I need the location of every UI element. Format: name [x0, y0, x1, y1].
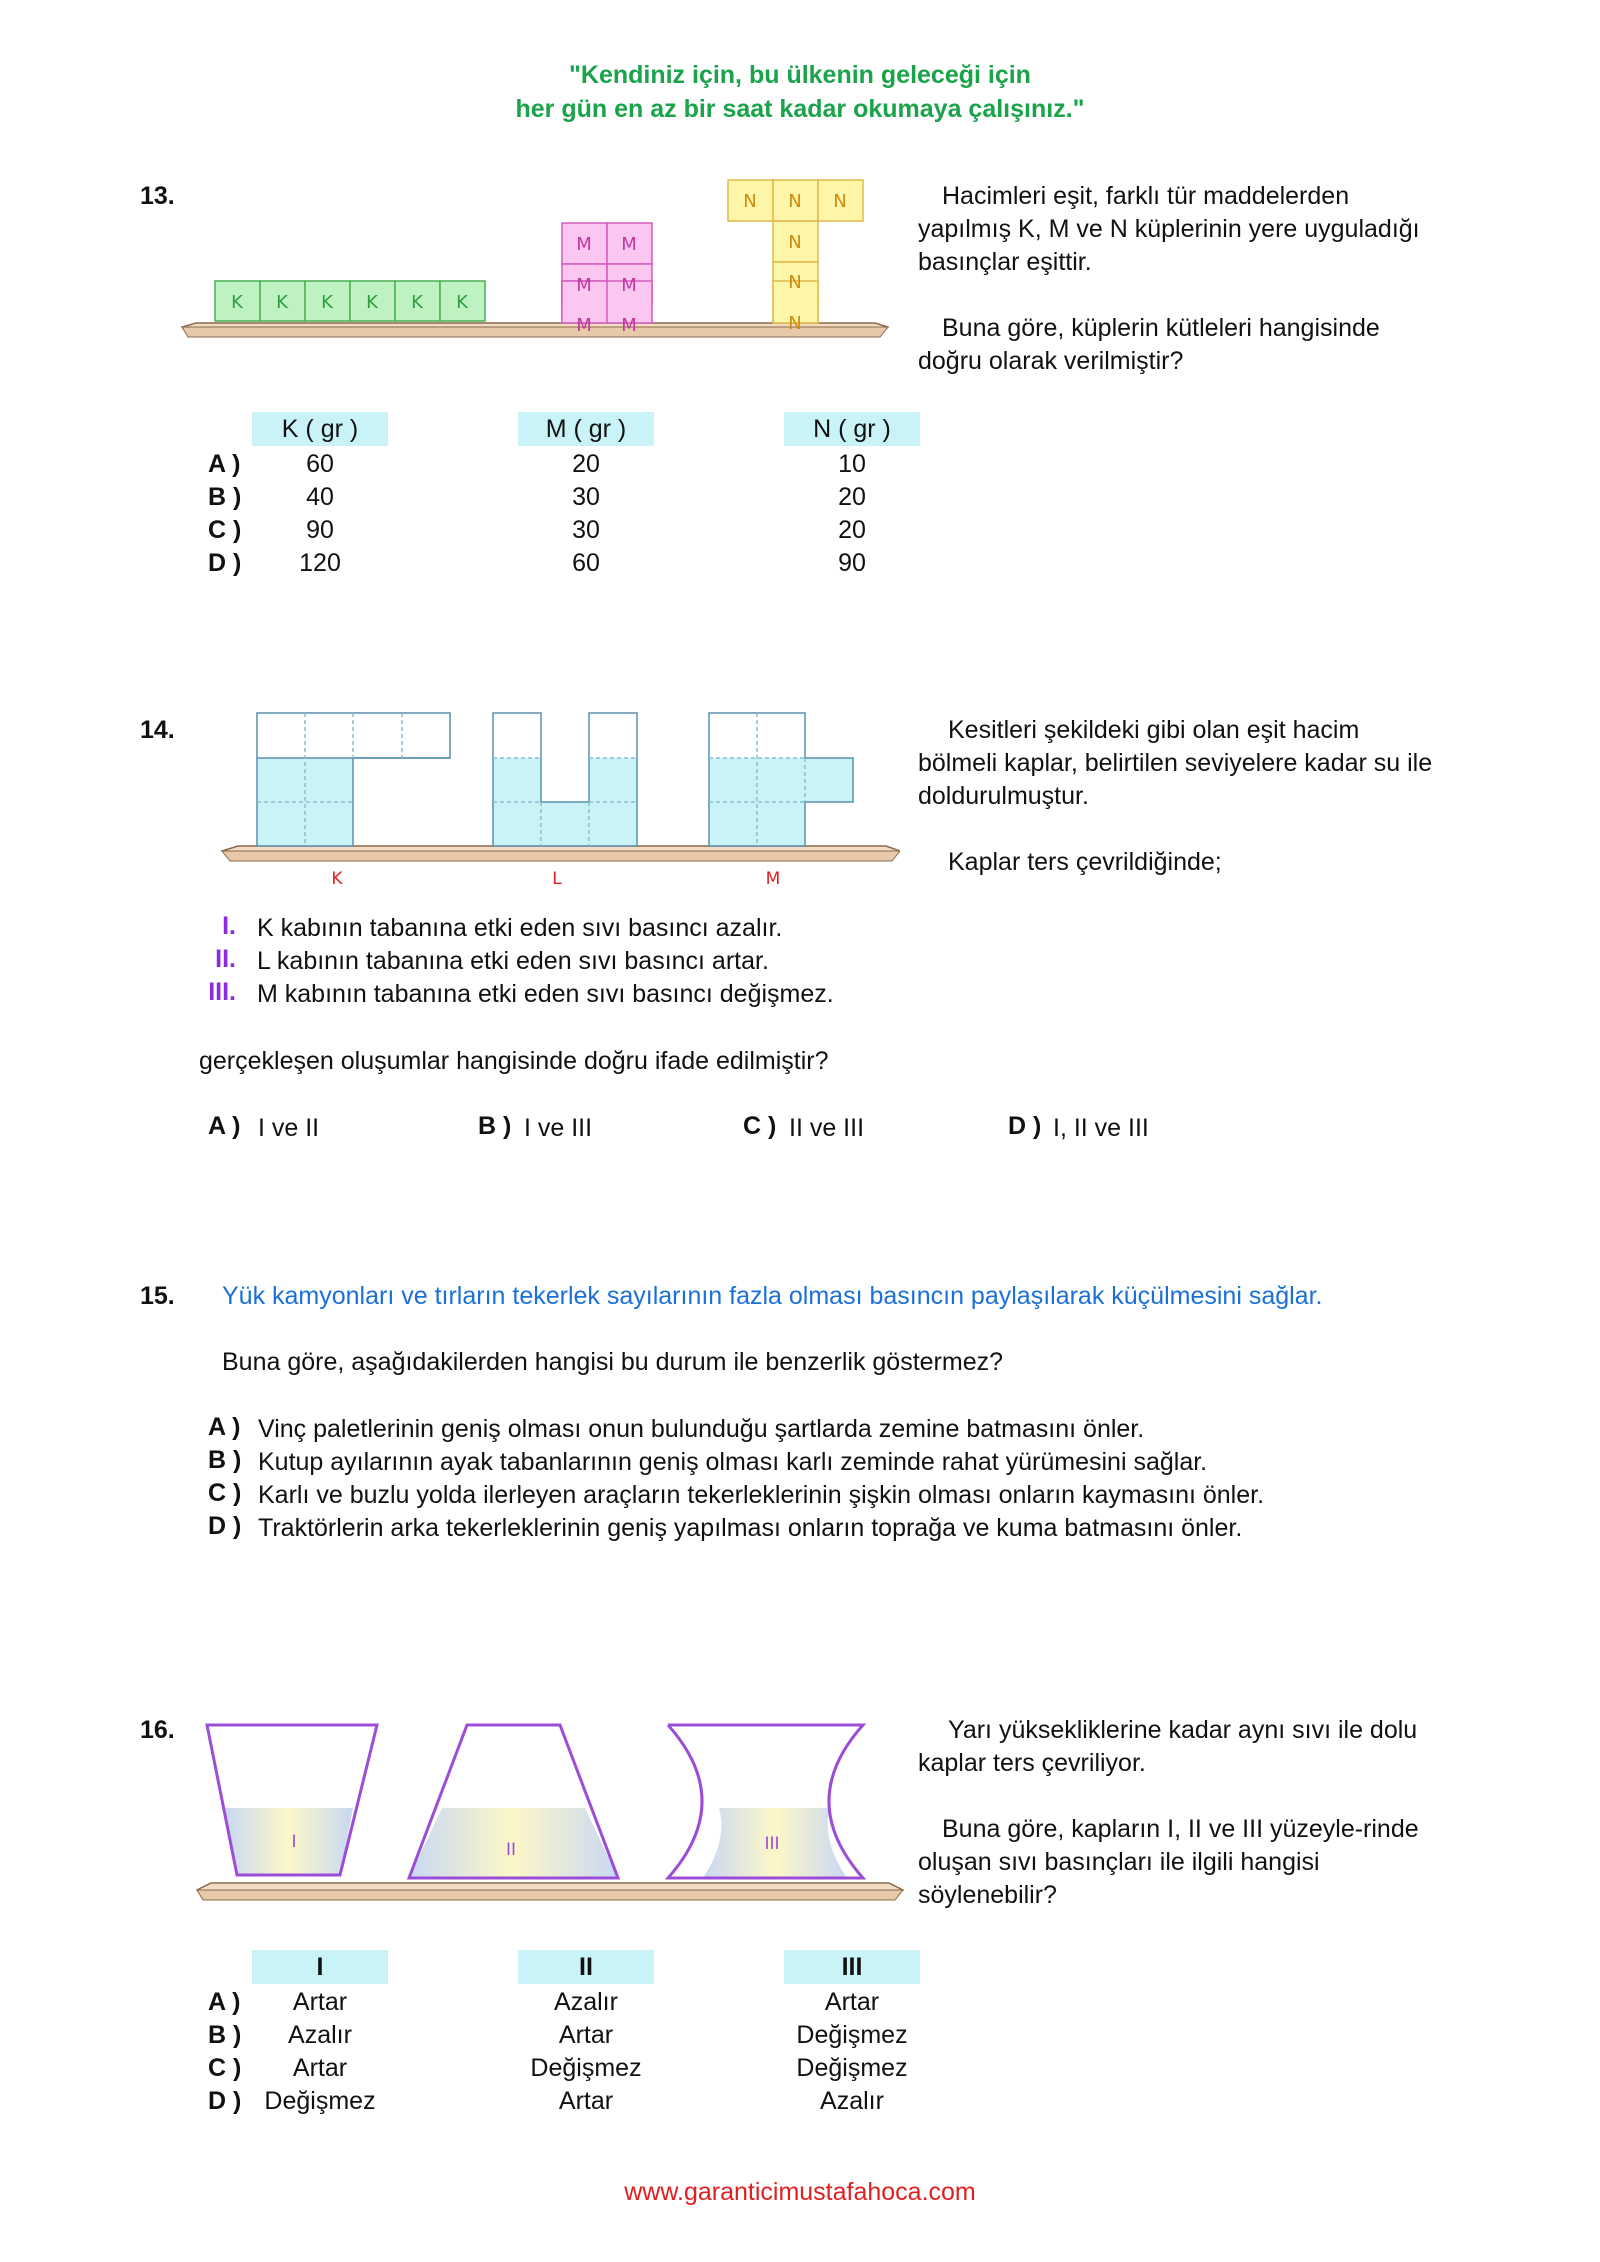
m-cube-label-3: M: [576, 275, 592, 296]
q15-option-b-text[interactable]: Kutup ayılarının ayak tabanlarının geniş olması karlı zeminde rahat yürümesini sağlar.: [258, 1448, 1208, 1476]
k-cube-label-2: K: [276, 292, 288, 313]
q14-statement-1-roman: I.: [222, 912, 236, 940]
q15-option-b-letter[interactable]: B ): [208, 1446, 242, 1474]
q13-option-b-letter[interactable]: B ): [208, 483, 242, 511]
motto-line-2: her gün en az bir saat kadar okumaya çalışınız.": [515, 95, 1085, 123]
q16-option-c-letter[interactable]: C ): [208, 2054, 242, 2082]
q16-option-d-letter[interactable]: D ): [208, 2087, 242, 2115]
q13-option-c-letter[interactable]: C ): [208, 516, 242, 544]
k-cube-label-5: K: [411, 292, 423, 313]
q14-containers-figure: [220, 708, 900, 898]
q14-statement-2-text: L kabının tabanına etki eden sıvı basıncı artar.: [257, 947, 769, 975]
q16-option-c-iii: Değişmez: [796, 2054, 908, 2082]
q16-option-c-i: Artar: [292, 2054, 348, 2082]
q13-option-b-n: 20: [838, 483, 866, 511]
vessel-i-liquid: [224, 1808, 353, 1875]
q13-option-a-n: 10: [838, 450, 866, 478]
container-k: [257, 713, 450, 846]
q16-text-2: Buna göre, kapların I, II ve III yüzeyle-rinde oluşan sıvı basınçları ile ilgili hangisi söylenebilir?: [918, 1815, 1419, 1909]
q16-option-a-letter[interactable]: A ): [208, 1988, 241, 2016]
footer-website-link[interactable]: www.garanticimustafahoca.com: [624, 2178, 976, 2206]
q14-statement-2-roman: II.: [215, 945, 236, 973]
question-15-number: 15.: [140, 1282, 175, 1310]
question-16-number: 16.: [140, 1716, 175, 1744]
q14-label-m: M: [765, 869, 781, 889]
q16-option-b-letter[interactable]: B ): [208, 2021, 242, 2049]
q15-question: Buna göre, aşağıdakilerden hangisi bu durum ile benzerlik göstermez?: [222, 1348, 1004, 1376]
n-cube-label-2: N: [788, 191, 802, 212]
q14-option-c-text[interactable]: II ve III: [789, 1114, 865, 1142]
m-cube-label-4: M: [621, 275, 637, 296]
q14-option-b-letter[interactable]: B ): [478, 1112, 512, 1140]
q14-option-a-letter[interactable]: A ): [208, 1112, 241, 1140]
q14-option-d-text[interactable]: I, II ve III: [1053, 1114, 1149, 1142]
q16-option-c-ii: Değişmez: [530, 2054, 642, 2082]
container-m: [709, 713, 853, 846]
q16-header-i: I: [252, 1950, 388, 1984]
q13-option-d-letter[interactable]: D ): [208, 549, 242, 577]
q13-option-b-m: 30: [572, 483, 600, 511]
q16-option-a-ii: Azalır: [554, 1988, 618, 2016]
k-cube-label-6: K: [456, 292, 468, 313]
q16-option-d-ii: Artar: [558, 2087, 614, 2115]
k-cube-label-4: K: [366, 292, 378, 313]
q16-option-b-iii: Değişmez: [796, 2021, 908, 2049]
k-cubes: [215, 281, 485, 321]
m-cube-label-5: M: [576, 315, 592, 336]
q14-option-b-text[interactable]: I ve III: [524, 1114, 593, 1142]
q14-option-c-letter[interactable]: C ): [743, 1112, 777, 1140]
q14-question: gerçekleşen oluşumlar hangisinde doğru ifade edilmiştir?: [199, 1047, 829, 1075]
q14-option-d-letter[interactable]: D ): [1008, 1112, 1042, 1140]
question-14-number: 14.: [140, 716, 175, 744]
q16-option-b-i: Azalır: [288, 2021, 352, 2049]
q15-option-d-text[interactable]: Traktörlerin arka tekerleklerinin geniş yapılması onların toprağa ve kuma batmasını önler.: [258, 1514, 1243, 1542]
q16-label-iii: III: [764, 1834, 780, 1854]
k-cube-label-3: K: [321, 292, 333, 313]
q13-option-d-k: 120: [299, 549, 341, 577]
q16-option-a-i: Artar: [292, 1988, 348, 2016]
q14-statement-3-text: M kabının tabanına etki eden sıvı basıncı değişmez.: [257, 980, 834, 1008]
container-l: [493, 713, 637, 846]
q15-option-a-text[interactable]: Vinç paletlerinin geniş olması onun bulunduğu şartlarda zemine batmasını önler.: [258, 1415, 1145, 1443]
q16-option-d-i: Değişmez: [264, 2087, 376, 2115]
q15-option-a-letter[interactable]: A ): [208, 1413, 241, 1441]
q14-statement-3-roman: III.: [208, 978, 236, 1006]
q16-header-iii: III: [784, 1950, 920, 1984]
n-cube-label-5: N: [788, 272, 802, 293]
q15-statement: Yük kamyonları ve tırların tekerlek sayılarının fazla olması basıncın paylaşılarak küçülmesini sağlar.: [222, 1282, 1323, 1310]
n-cube-label-1: N: [743, 191, 757, 212]
m-cube-label-1: M: [576, 234, 592, 255]
q14-label-l: L: [552, 869, 562, 889]
m-cube-label-2: M: [621, 234, 637, 255]
question-13-number: 13.: [140, 182, 175, 210]
q13-header-m: M ( gr ): [518, 412, 654, 446]
q16-option-d-iii: Azalır: [820, 2087, 884, 2115]
q13-option-d-n: 90: [838, 549, 866, 577]
q14-figure-labels: [331, 869, 780, 889]
q14-text-2: Kaplar ters çevrildiğinde;: [948, 848, 1222, 876]
q13-header-k: K ( gr ): [252, 412, 388, 446]
q14-label-k: K: [331, 869, 343, 889]
q16-header-ii: II: [518, 1950, 654, 1984]
motto-line-1: "Kendiniz için, bu ülkenin geleceği için: [569, 61, 1031, 89]
q13-text-2: Buna göre, küplerin kütleleri hangisinde doğru olarak verilmiştir?: [918, 314, 1380, 375]
q14-text-1: Kesitleri şekildeki gibi olan eşit hacim bölmeli kaplar, belirtilen seviyelere kadar su ile doldurulmuştur.: [918, 716, 1433, 810]
q13-header-n: N ( gr ): [784, 412, 920, 446]
q16-option-a-iii: Artar: [824, 1988, 880, 2016]
k-cube-label-1: K: [231, 292, 243, 313]
q13-text-1: Hacimleri eşit, farklı tür maddelerden yapılmış K, M ve N küplerinin yere uyguladığı basınçlar eşittir.: [918, 182, 1420, 276]
q14-statement-1-text: K kabının tabanına etki eden sıvı basıncı azalır.: [257, 914, 783, 942]
q13-option-c-k: 90: [306, 516, 334, 544]
q16-option-b-ii: Artar: [558, 2021, 614, 2049]
q16-text-1: Yarı yüksekliklerine kadar aynı sıvı ile dolu kaplar ters çevriliyor.: [918, 1716, 1418, 1777]
n-cube-label-6: N: [788, 313, 802, 334]
n-cube-label-3: N: [833, 191, 847, 212]
q13-cubes-figure: [180, 175, 890, 360]
q13-option-c-n: 20: [838, 516, 866, 544]
q15-option-d-letter[interactable]: D ): [208, 1512, 242, 1540]
q13-option-b-k: 40: [306, 483, 334, 511]
q15-option-c-text[interactable]: Karlı ve buzlu yolda ilerleyen araçların tekerleklerinin şişkin olması onların kaymasını önler.: [258, 1481, 1265, 1509]
q13-option-c-m: 30: [572, 516, 600, 544]
q13-option-a-m: 20: [572, 450, 600, 478]
m-cube-label-6: M: [621, 315, 637, 336]
n-cube-label-4: N: [788, 232, 802, 253]
q13-option-d-m: 60: [572, 549, 600, 577]
q16-vessels-figure: [195, 1715, 915, 1905]
q13-option-a-letter[interactable]: A ): [208, 450, 241, 478]
q15-option-c-letter[interactable]: C ): [208, 1479, 242, 1507]
q13-option-a-k: 60: [306, 450, 334, 478]
q16-label-i: I: [291, 1832, 297, 1852]
q16-label-ii: II: [505, 1840, 517, 1860]
q14-option-a-text[interactable]: I ve II: [258, 1114, 320, 1142]
